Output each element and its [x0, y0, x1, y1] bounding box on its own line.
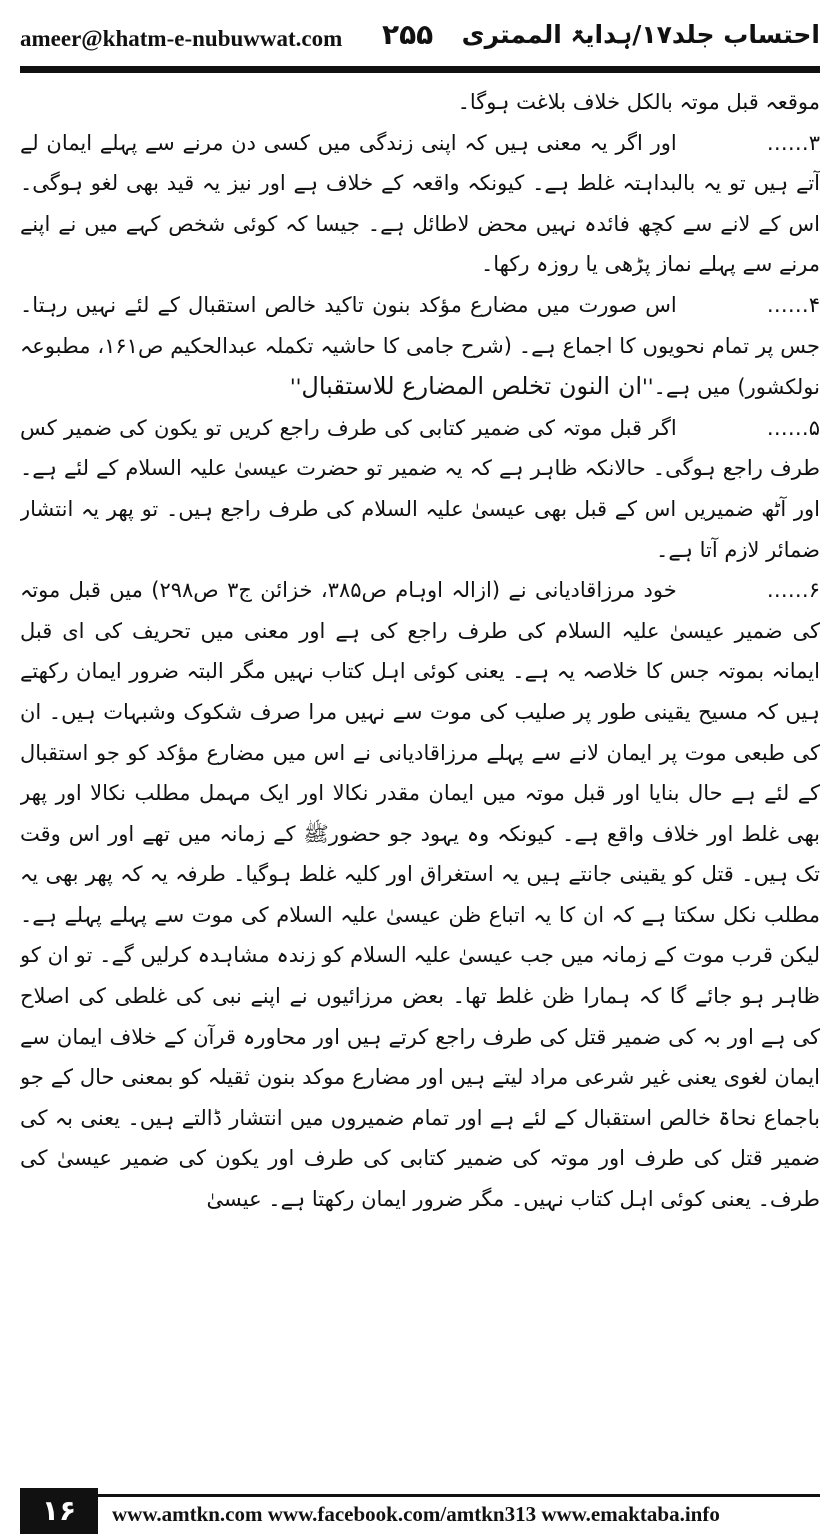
paragraph-text: اگر قبل موتہ کی ضمیر کتابی کی طرف راجع کریں تو یکون کی ضمیر کس طرف راجع ہوگی۔ حالانکہ ظاہر ہے کہ یہ ضمیر تو حضرت عیسیٰ علیہ السلام کے لئے ہے۔ اور آٹھ ضمیریں اس کے قبل بھی عیسیٰ علیہ السلام کی طرف راجع ہیں۔ تو پھر یہ انتشار ضمائر لازم آتا ہے۔: [20, 415, 820, 562]
arabic-quote: ان النون تخلص المضارع للاستقبال: [301, 372, 642, 401]
page-header: [0, 0, 840, 70]
page-body: [20, 82, 820, 1460]
paragraph-text: اور اگر یہ معنی ہیں کہ اپنی زندگی میں کسی دن مرنے سے پہلے ایمان لے آتے ہیں تو یہ بالبداہتہ غلط ہے۔ کیونکہ واقعہ کے خلاف ہے اور نیز یہ قید بھی لغو ہوگی۔ اس کے لانے سے کچھ فائدہ نہیں محض لاطائل ہے۔ جیسا کہ کوئی شخص کہے میں نے اپنے مرنے سے پہلے نماز پڑھی یا روزہ رکھا۔: [20, 130, 820, 277]
point-number: ۴……: [766, 292, 820, 317]
point-number: ۶……: [766, 578, 820, 603]
header-divider: [20, 66, 820, 73]
point-number: ۳……: [766, 130, 820, 155]
paragraph-point-4: [20, 285, 820, 408]
footer-links: www.amtkn.com www.facebook.com/amtkn313 www.emaktaba.info: [112, 1502, 720, 1526]
header-page-number: ۲۵۵: [382, 18, 434, 51]
footer-page-number: ۱۶: [20, 1488, 98, 1534]
paragraph-text: خود مرزاقادیانی نے (ازالہ اوہام ص۳۸۵، خزائن ج۳ ص۲۹۸) میں قبل موتہ کی ضمیر عیسیٰ علیہ السلام کی طرف راجع کی ہے اور معنی میں تحریف کی ای قبل ایمانہ بموتہ جس کا خلاصہ یہ ہے۔ یعنی کوئی اہل کتاب نہیں مگر البتہ ضرور ایمان رکھتے ہیں کہ مسیح یقینی طور پر صلیب کی موت سے نہیں مرا صرف شکوک وشبہات ہیں۔ ان کی طبعی موت پر ایمان لانے سے پہلے مرزاقادیانی نے اس میں مضارع مؤکد کو جو استقبال کے لئے ہے حال بنایا اور قبل موتہ میں ایمان مقدر نکالا اور ایک مہمل مطلب نکالا اور پھر بھی غلط اور خلاف واقع ہے۔ کیونکہ وہ یہود جو حضورﷺ کے زمانہ میں تھے اور اس وقت تک ہیں۔ قتل کو یقینی جانتے ہیں یہ استغراق اور کلیہ غلط ہوگیا۔ طرفہ یہ کہ پھر بھی یہ مطلب نکل سکتا ہے کہ ان کا یہ اتباع ظن عیسیٰ علیہ السلام کی موت سے پہلے پہلے ہے۔ لیکن قرب موت کے زمانہ میں جب عیسیٰ علیہ السلام کو زندہ مشاہدہ کرلیں گے۔ تو ان کو ظاہر ہو جائے گا کہ ہمارا ظن غلط تھا۔ بعض مرزائیوں نے اپنے نبی کی غلطی کی اصلاح کی ہے اور بہ کی ضمیر قتل کی طرف راجع کرتے ہیں اور محاورہ قرآن کے خلاف ایمان سے ایمان لغوی یعنی غیر شرعی مراد لیتے ہیں اور مضارع موکد بنون ثقیلہ کو بمعنی حال کے جو باجماع نحاۃ خالص استقبال کے لئے ہے اور تمام ضمیروں میں انتشار ڈالتے ہیں۔ یعنی بہ کی ضمیر قتل کی طرف اور موتہ کی ضمیر کتابی کی طرف اور یکون کی ضمیر عیسیٰ کی طرف۔ یعنی کوئی اہل کتاب نہیں۔ مگر ضرور ایمان رکھتا ہے۔ عیسیٰ: [20, 578, 820, 1212]
paragraph-text: موقعہ قبل موتہ بالکل خلاف بلاغت ہوگا۔: [457, 90, 820, 114]
paragraph-point-3: [20, 123, 820, 285]
header-email: ameer@khatm-e-nubuwwat.com: [20, 26, 343, 51]
paragraph-point-5: [20, 408, 820, 570]
paragraph-text: اس صورت میں مضارع مؤکد بنون تاکید خالص استقبال کے لئے نہیں رہتا۔ جس پر تمام نحویوں کا اجماع ہے۔ (شرح جامی کا حاشیہ تکملہ عبدالحکیم ص۱۶۱، مطبوعہ نولکشور) میں ہے۔'': [20, 292, 820, 400]
footer-divider: [98, 1494, 820, 1497]
point-number: ۵……: [766, 415, 820, 440]
paragraph-continuation: [20, 82, 820, 123]
header-book-title: احتساب جلد۱۷/ہدایۃ الممتری: [461, 20, 820, 49]
page-footer: [0, 1488, 840, 1540]
quote-close: '': [289, 375, 302, 400]
paragraph-point-6: [20, 570, 820, 1220]
